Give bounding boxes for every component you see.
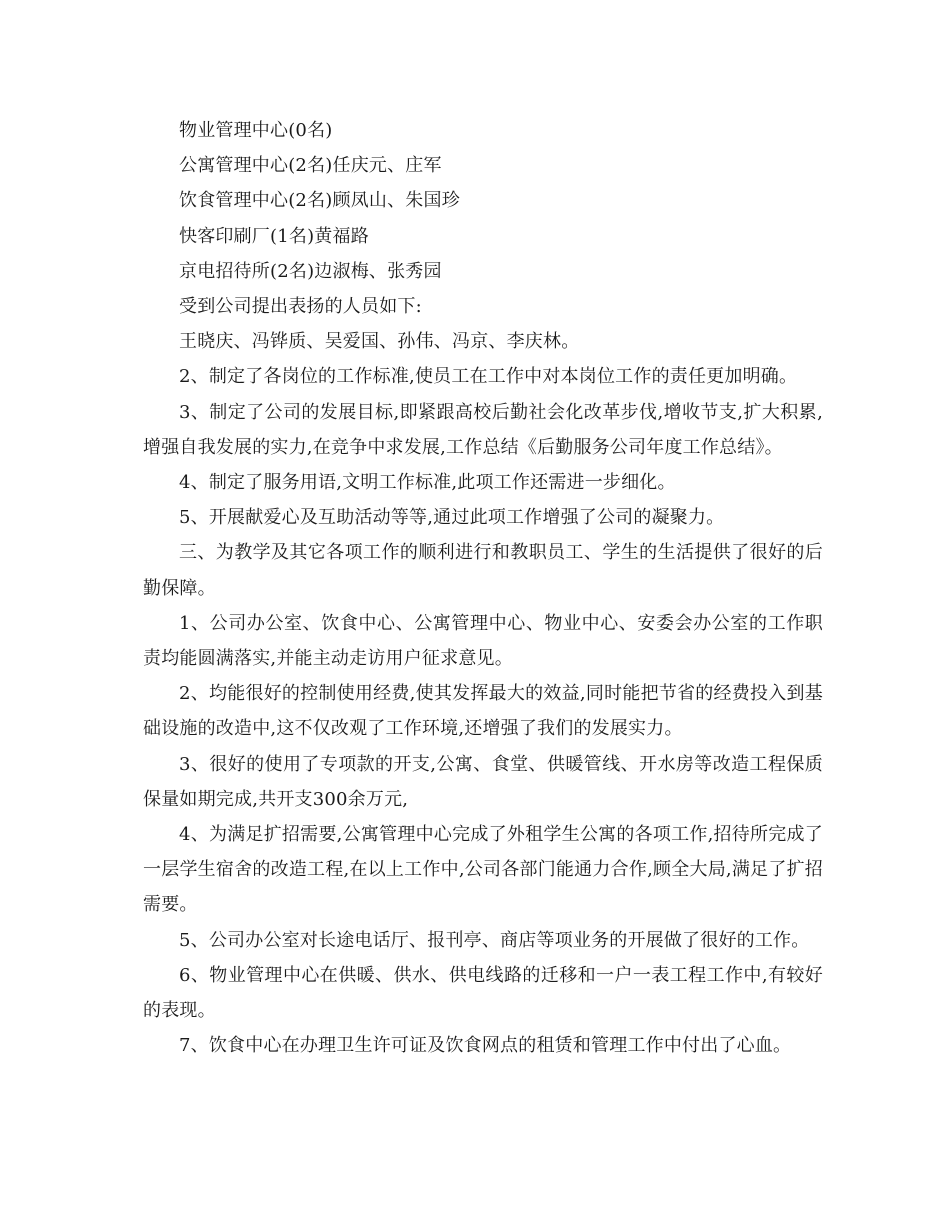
paragraph: 4、制定了服务用语,文明工作标准,此项工作还需进一步细化。	[179, 472, 676, 494]
paragraph: 5、公司办公室对长途电话厅、报刊亭、商店等项业务的开展做了很好的工作。	[179, 929, 810, 951]
paragraph: 受到公司提出表扬的人员如下:	[179, 296, 422, 318]
paragraph: 7、饮食中心在办理卫生许可证及饮食网点的租赁和管理工作中付出了心血。	[179, 1035, 792, 1057]
paragraph: 3、制定了公司的发展目标,即紧跟高校后勤社会化改革步伐,增收节支,扩大积累,增强自我发展的实力,在竞争中求发展,工作总结《后勤服务公司年度工作总结》。	[143, 401, 823, 458]
document-body	[143, 113, 823, 1063]
paragraph: 京电招待所(2名)边淑梅、张秀园	[179, 260, 442, 282]
paragraph: 公寓管理中心(2名)任庆元、庄军	[179, 155, 442, 177]
paragraph: 3、很好的使用了专项款的开支,公寓、食堂、供暖管线、开水房等改造工程保质保量如期完成,共开支300余万元,	[143, 753, 823, 810]
paragraph: 4、为满足扩招需要,公寓管理中心完成了外租学生公寓的各项工作,招待所完成了一层学生宿舍的改造工程,在以上工作中,公司各部门能通力合作,顾全大局,满足了扩招需要。	[143, 824, 823, 916]
paragraph: 快客印刷厂(1名)黄福路	[179, 225, 369, 247]
paragraph: 饮食管理中心(2名)顾凤山、朱国珍	[179, 190, 460, 212]
paragraph: 1、公司办公室、饮食中心、公寓管理中心、物业中心、安委会办公室的工作职责均能圆满落实,并能主动走访用户征求意见。	[143, 612, 823, 670]
paragraph: 物业管理中心(0名)	[179, 120, 333, 141]
paragraph: 王晓庆、冯铧质、吴爱国、孙伟、冯京、李庆林。	[179, 331, 580, 353]
paragraph: 2、制定了各岗位的工作标准,使员工在工作中对本岗位工作的责任更加明确。	[179, 366, 798, 388]
paragraph: 5、开展献爱心及互助活动等等,通过此项工作增强了公司的凝聚力。	[179, 507, 725, 529]
paragraph: 三、为教学及其它各项工作的顺利进行和教职员工、学生的生活提供了很好的后勤保障。	[143, 542, 823, 599]
paragraph: 2、均能很好的控制使用经费,使其发挥最大的效益,同时能把节省的经费投入到基础设施的改造中,这不仅改观了工作环境,还增强了我们的发展实力。	[143, 683, 823, 740]
paragraph: 6、物业管理中心在供暖、供水、供电线路的迁移和一户一表工程工作中,有较好的表现。	[143, 964, 823, 1022]
